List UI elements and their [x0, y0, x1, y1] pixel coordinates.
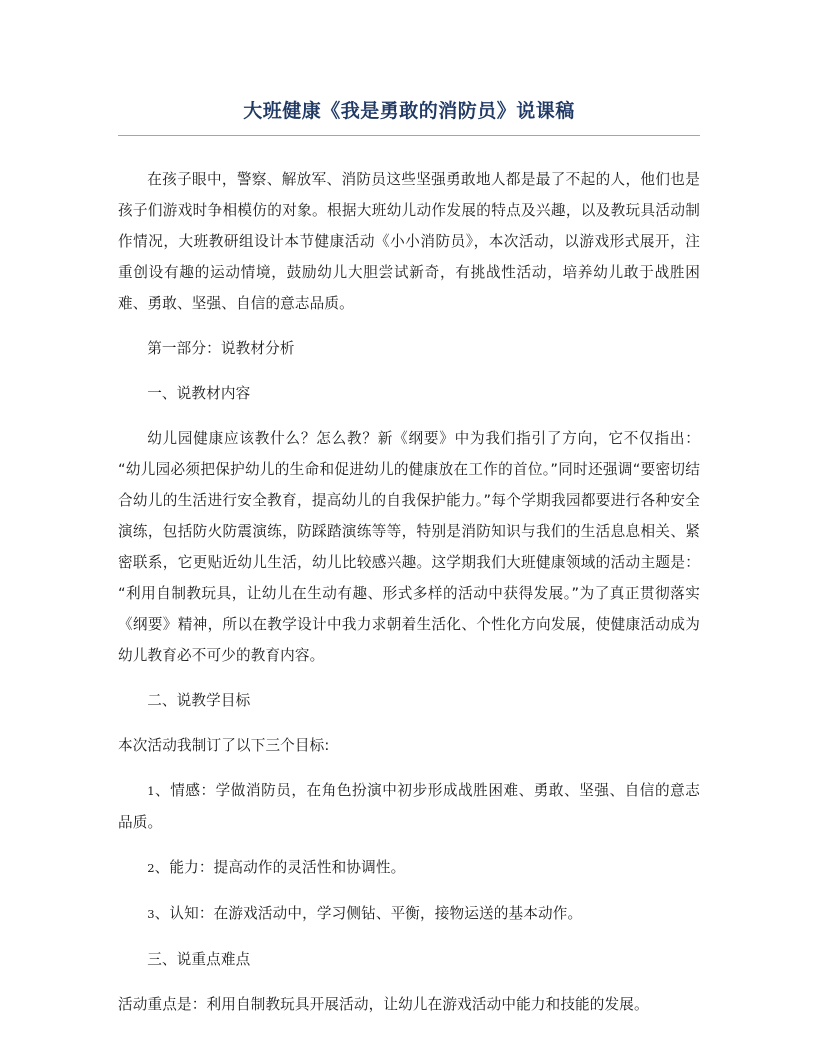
section-one-heading: 一、说教材内容: [147, 385, 251, 402]
list-item-number: 1: [147, 784, 155, 798]
spacer: [118, 144, 700, 164]
list-item-text: 情感：学做消防员，在角色扮演中初步形成战胜困难、勇敢、坚强、自信的意志品质。: [118, 782, 700, 831]
spacer: [118, 716, 700, 730]
list-item-separator: 、: [154, 782, 171, 799]
spacer: [118, 319, 700, 333]
part-one-heading: 第一部分：说教材分析: [147, 340, 295, 357]
title-divider: [118, 135, 700, 136]
spacer: [118, 409, 700, 423]
spacer: [118, 671, 700, 685]
section-two-lead: 本次活动我制订了以下三个目标:: [118, 737, 330, 754]
section-two-heading: 二、说教学目标: [147, 692, 251, 709]
list-item-text: 认知：在游戏活动中，学习侧钻、平衡，接物运送的基本动作。: [169, 905, 583, 922]
list-item-text: 能力：提高动作的灵活性和协调性。: [169, 859, 406, 876]
section-one-paragraph: 幼儿园健康应该教什么？怎么教？新《纲要》中为我们指引了方向，它不仅指出：“幼儿园必须把保护幼儿的生命和促进幼儿的健康放在工作的首位。”同时还强调“要密切结合幼儿的生活进行安全教育，提高幼儿的自我保护能力。”每个学期我园都要进行各种安全演练，包括防火防震演练，防踩踏演练等等，特别是消防知识与我们的生活息息相关、紧密联系，它更贴近幼儿生活，幼儿比较感兴趣。这学期我们大班健康领域的活动主题是：“利用自制教玩具，让幼儿在生动有趣、形式多样的活动中获得发展。”为了真正贯彻落实《纲要》精神，所以在教学设计中我力求朝着生活化、个性化方向发展，使健康活动成为幼儿教育必不可少的教育内容。: [118, 430, 700, 664]
list-item: [118, 852, 700, 884]
list-item-separator: 、: [154, 859, 170, 876]
list-item: [118, 775, 700, 838]
section-three-paragraph: 活动重点是：利用自制教玩具开展活动，让幼儿在游戏活动中能力和技能的发展。: [118, 996, 649, 1013]
spacer: [118, 838, 700, 852]
spacer: [118, 761, 700, 775]
spacer: [118, 930, 700, 944]
list-item-separator: 、: [154, 905, 170, 922]
intro-paragraph: 在孩子眼中，警察、解放军、消防员这些坚强勇敢地人都是最了不起的人，他们也是孩子们游戏时争相模仿的对象。根据大班幼儿动作发展的特点及兴趣，以及教玩具活动制作情况，大班教研组设计本节健康活动《小小消防员》，本次活动，以游戏形式展开，注重创设有趣的运动情境，鼓励幼儿大胆尝试新奇，有挑战性活动，培养幼儿敢于战胜困难、勇敢、坚强、自信的意志品质。: [118, 171, 700, 312]
list-item: [118, 898, 700, 930]
spacer: [118, 975, 700, 989]
list-item-number: 3: [147, 907, 155, 921]
page-title: 大班健康《我是勇敢的消防员》说课稿: [243, 100, 575, 122]
section-three-heading: 三、说重点难点: [147, 951, 251, 968]
document-content: [118, 0, 700, 1020]
spacer: [118, 364, 700, 378]
list-item-number: 2: [147, 861, 155, 875]
spacer: [118, 884, 700, 898]
